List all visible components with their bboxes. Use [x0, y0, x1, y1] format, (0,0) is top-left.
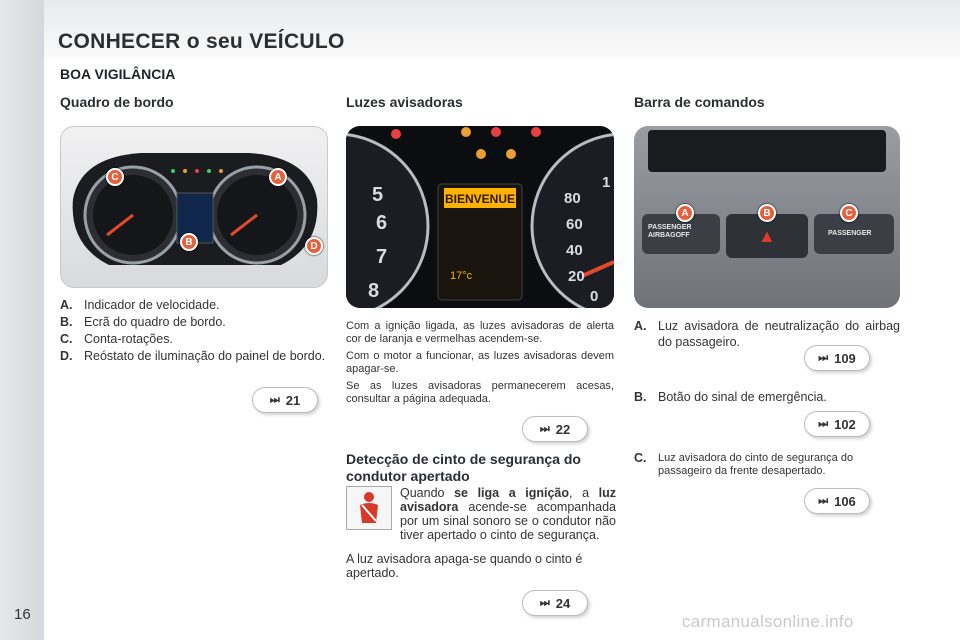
col2-title: Luzes avisadoras [346, 94, 463, 110]
seatbelt-title: Detecção de cinto de segurança do condutor apertado [346, 451, 581, 484]
page-ref-24[interactable]: ⏭ 24 [522, 590, 588, 616]
col1-title: Quadro de bordo [60, 94, 174, 110]
watermark: carmanualsonline.info [682, 612, 854, 631]
control-b: B. Botão do sinal de emergência. [634, 390, 827, 404]
display-temp: 17°c [450, 270, 473, 282]
control-c: C. Luz avisadora do cinto de segurança do passageiro da frente desapertado. [634, 451, 854, 477]
marker-a: A [269, 168, 287, 186]
tick-20: 20 [568, 268, 585, 285]
page-ref-106[interactable]: ⏭ 106 [804, 488, 870, 514]
marker-c-bar: C [840, 204, 858, 222]
marker-a-bar: A [676, 204, 694, 222]
hazard-icon: ▲ [758, 226, 776, 246]
tick-6: 6 [376, 212, 388, 234]
page-ref-21[interactable]: ⏭ 21 [252, 387, 318, 413]
marker-b-bar: B [758, 204, 776, 222]
page-number: 16 [14, 606, 31, 623]
tick-60: 60 [566, 216, 583, 233]
page-ref-22[interactable]: ⏭ 22 [522, 416, 588, 442]
tick-7: 7 [376, 246, 388, 268]
marker-b: B [180, 233, 198, 251]
seatbelt-paragraph-1: Quando se liga a ignição, a luz avisadora acende-se acompanhada por um sinal sonoro se o condutor não tiver apertado o cinto de segurança. [400, 486, 616, 542]
page-side-band [0, 0, 44, 640]
control-bar-image [634, 126, 900, 308]
col3-title: Barra de comandos [634, 94, 765, 110]
marker-c: C [106, 168, 124, 186]
display-text: BIENVENUE [444, 192, 515, 206]
tick-8: 8 [368, 280, 380, 302]
seatbelt-warning-icon [346, 486, 392, 530]
seatbelt-paragraph-2: A luz avisadora apaga-se quando o cinto é apertado. [346, 552, 583, 580]
marker-d: D [305, 237, 323, 255]
tick-80: 80 [564, 190, 581, 207]
page-ref-109[interactable]: ⏭ 109 [804, 345, 870, 371]
page-title: CONHECER o seu VEÍCULO [58, 30, 345, 53]
tick-1: 1 [602, 174, 611, 191]
instrument-cluster-image [60, 126, 328, 288]
tick-0: 0 [590, 288, 599, 305]
tick-40: 40 [566, 242, 583, 259]
passenger-label: PASSENGER [828, 230, 872, 237]
col1-legend: A. Indicador de velocidade. B. Ecrã do quadro de bordo. C. Conta-rotações. D. Reóstato de iluminação do painel de bordo. [60, 298, 326, 363]
warning-lights-text: Com a ignição ligada, as luzes avisadoras de alerta cor de laranja e vermelhas acendem-se. Com o motor a funcionar, as luzes avisadoras devem apagar-se. Se as luzes avisadoras permanecerem acesas, consultar a página adequada. [346, 320, 614, 405]
page-ref-102[interactable]: ⏭ 102 [804, 411, 870, 437]
airbag-off-label: PASSENGER AIRBAGOFF [648, 224, 692, 239]
control-a: A. Luz avisadora de neutralização do airbag do passageiro. [634, 319, 900, 349]
section-title: BOA VIGILÂNCIA [60, 66, 176, 82]
warning-lights-image [346, 126, 614, 308]
tick-5: 5 [372, 184, 384, 206]
